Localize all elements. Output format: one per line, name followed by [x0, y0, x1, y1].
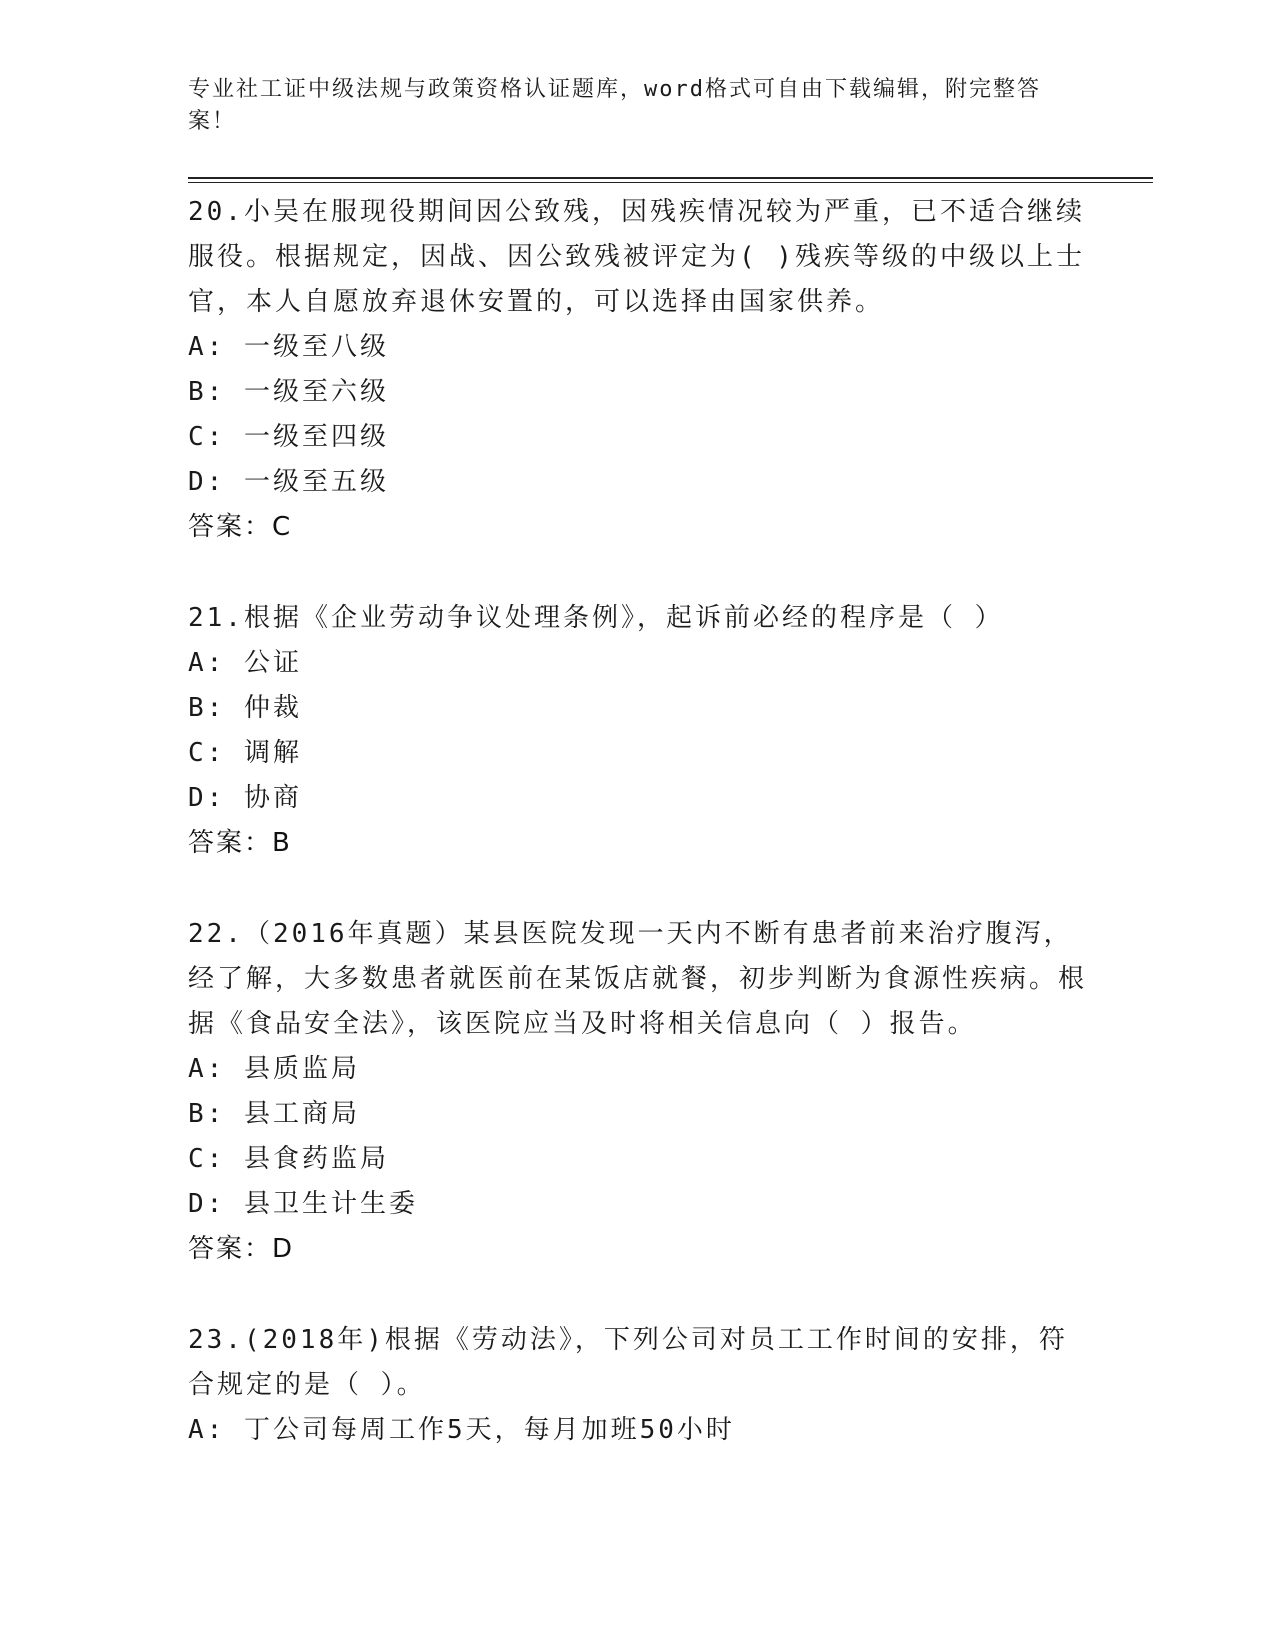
option-b: B: 一级至六级 [188, 377, 389, 407]
option-c: C: 县食药监局 [188, 1144, 389, 1174]
option-d: D: 一级至五级 [188, 467, 389, 497]
option-b: B: 县工商局 [188, 1099, 360, 1129]
question-stem: 22.（2016年真题）某县医院发现一天内不断有患者前来治疗腹泻，经了解，大多数患者就医前在某饭店就餐，初步判断为食源性疾病。根据《食品安全法》，该医院应当及时将相关信息向（ ）报告。 [188, 919, 1088, 1039]
option-a: A: 丁公司每周工作5天，每月加班50小时 [188, 1415, 735, 1445]
answer: 答案：D [188, 1234, 295, 1264]
option-b: B: 仲裁 [188, 693, 302, 723]
answer: 答案：C [188, 512, 293, 542]
answer: 答案：B [188, 828, 292, 858]
question-stem: 20.小吴在服现役期间因公致残，因残疾情况较为严重，已不适合继续服役。根据规定，因战、因公致残被评定为( )残疾等级的中级以上士官，本人自愿放弃退休安置的，可以选择由国家供养。 [188, 197, 1085, 317]
option-d: D: 县卫生计生委 [188, 1189, 418, 1219]
question-23 [188, 1318, 1088, 1453]
option-a: A: 公证 [188, 648, 302, 678]
question-21 [188, 596, 1088, 866]
option-c: C: 调解 [188, 738, 302, 768]
question-list [188, 190, 1088, 1453]
option-a: A: 县质监局 [188, 1054, 360, 1084]
option-a: A: 一级至八级 [188, 332, 389, 362]
page-header: 专业社工证中级法规与政策资格认证题库，word格式可自由下载编辑，附完整答案！ [188, 77, 1041, 134]
option-d: D: 协商 [188, 783, 302, 813]
header-divider [188, 177, 1153, 179]
question-stem: 23.(2018年)根据《劳动法》，下列公司对员工工作时间的安排，符合规定的是（ ）。 [188, 1325, 1068, 1400]
question-20 [188, 190, 1088, 550]
question-22 [188, 912, 1088, 1272]
option-c: C: 一级至四级 [188, 422, 389, 452]
question-stem: 21.根据《企业劳动争议处理条例》，起诉前必经的程序是（ ） [188, 603, 1004, 633]
header-divider-thin [188, 182, 1153, 183]
